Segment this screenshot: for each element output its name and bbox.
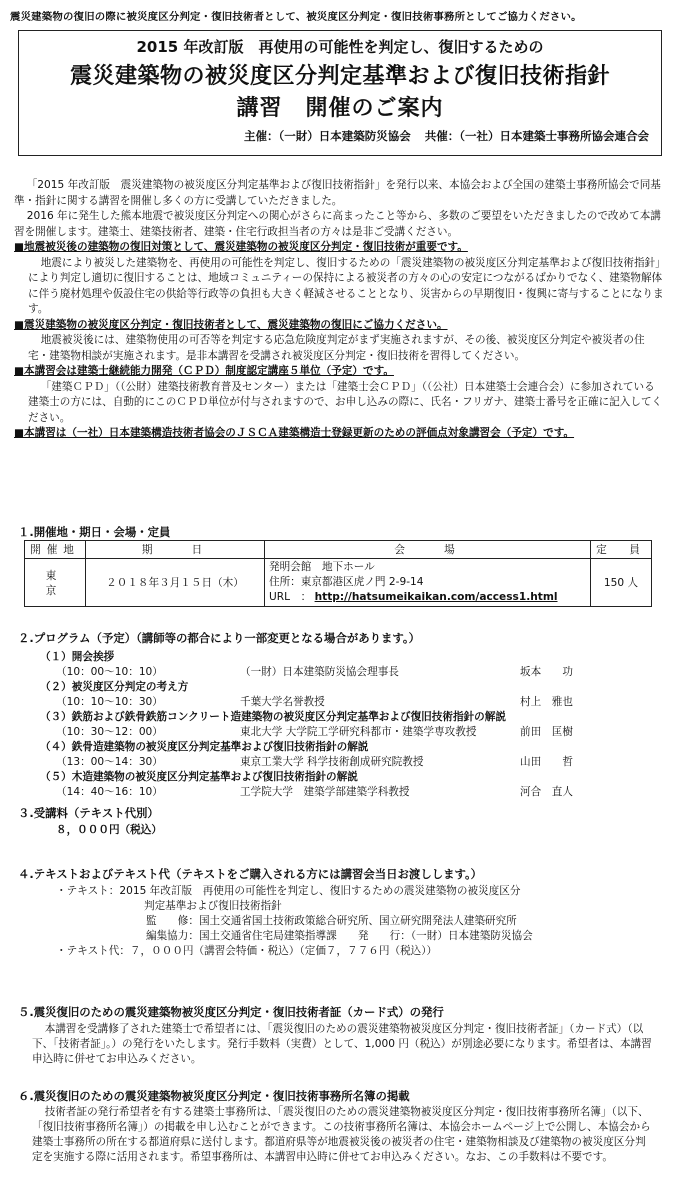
text-title-cont: 判定基準および復旧技術指針 (144, 900, 282, 912)
venue-url-link[interactable]: http://hatsumeikaikan.com/access1.html (314, 591, 558, 603)
program-time: （14：40〜16：10） (56, 786, 163, 798)
program-item-label: （２）被災度区分判定の考え方 (40, 681, 189, 693)
program-org: 東京工業大学 科学技術創成研究院教授 (240, 756, 424, 768)
program-org: 東北大学 大学院工学研究科都市・建築学専攻教授 (240, 726, 477, 738)
program-time: （10：30〜12：00） (56, 726, 163, 738)
intro-heading-3: ■本講習会は建築士継続能力開発（ＣＰＤ）制度認定講座５単位（予定）です。 (14, 365, 394, 377)
program-item-label: （３）鉄筋および鉄骨鉄筋コンクリート造建築物の被災度区分判定基準および復旧技術指針の解説 (40, 711, 506, 723)
header-city: 開催地 (25, 541, 86, 559)
program-row (40, 755, 660, 770)
subtitle: 講習 開催のご案内 (236, 96, 444, 121)
program-row (40, 785, 660, 800)
cell-capacity: 150 人 (591, 559, 652, 607)
section-4-title: ４.テキストおよびテキスト代（テキストをご購入される方には講習会当日お渡しします。） (18, 867, 483, 881)
text-price: ・テキスト代：７，０００円（講習会特価・税込）（定価７，７７６円（税込）） (56, 945, 438, 957)
program-row (40, 695, 660, 710)
program-speaker: 坂本 功 (520, 666, 573, 678)
intro-body-2: 地震被災後には、建築物使用の可否等を判定する応急危険度判定がまず実施されますが、その後、被災度区分判定や被災者の住宅・建築物相談が実施されます。是非本講習を受講され被災度区分判定・復旧技術を習得してください。 (28, 334, 645, 362)
program-time: （10：00〜10：10） (56, 666, 163, 678)
section-2-title: ２.プログラム（予定）（講師等の都合により一部変更となる場合があります。） (18, 631, 420, 645)
intro-body-1: 地震により被災した建築物を、再使用の可能性を判定し、復旧するための「震災建築物の被災度区分判定基準および復旧技術指針」により判定し適切に復旧することは、地域コミュニティーの保持による被災者の方々の心の安定につながるばかりでなく、建築物解体に伴う廃材処理や仮設住宅の供給等行政等の負担も大きく軽減させることとなり、災害からの早期復旧・復興に寄与することになります。 (28, 256, 664, 315)
program-time: （13：00〜14：30） (56, 756, 163, 768)
intro-heading-4: ■本講習は（一社）日本建築構造技術者協会のＪＳＣＡ建築構造士登録更新のための評価点対象講習会（予定）です。 (14, 427, 575, 439)
header-venue: 会 場 (265, 541, 591, 559)
program-speaker: 村上 雅也 (520, 696, 573, 708)
url-label: URL ： (269, 591, 312, 603)
main-title: 震災建築物の被災度区分判定基準および復旧技術指針 (69, 64, 610, 89)
cell-date: ２０１８年３月１５日（木） (86, 559, 265, 607)
section-5-title: ５.震災復旧のための震災建築物被災度区分判定・復旧技術者証（カード式）の発行 (18, 1005, 444, 1019)
intro (14, 178, 664, 442)
section-3-title: ３.受講料（テキスト代別） (18, 806, 159, 820)
venue-table (24, 540, 652, 607)
program-item-label: （１）開会挨拶 (40, 651, 115, 663)
venue-name: 発明会館 地下ホール (269, 561, 375, 573)
program-speaker: 前田 匡樹 (520, 726, 573, 738)
fee: ８，０００円（税込） (56, 824, 162, 836)
venue-address: 住所：東京都港区虎ノ門 2-9-14 (269, 576, 424, 588)
program-item-label: （５）木造建築物の被災度区分判定基準および復旧技術指針の解説 (40, 771, 358, 783)
program-list (40, 650, 660, 800)
venue-url-line (269, 590, 586, 605)
co-organizer: 共催：（一社）日本建築士事務所協会連合会 (424, 129, 649, 143)
text-title: ・テキスト：2015 年改訂版 再使用の可能性を判定し、復旧するための震災建築物の被災度区分 (56, 885, 521, 897)
program-item-label: （４）鉄骨造建築物の被災度区分判定基準および復旧技術指針の解説 (40, 741, 369, 753)
header-capacity: 定 員 (591, 541, 652, 559)
program-time: （10：10〜10：30） (56, 696, 163, 708)
text-editing: 編集協力：国土交通省住宅局建築指導課 発 行：（一財）日本建築防災協会 (146, 930, 533, 942)
program-org: 工学院大学 建築学部建築学科教授 (240, 786, 410, 798)
program-speaker: 山田 哲 (520, 756, 573, 768)
header-date: 期 日 (86, 541, 265, 559)
section-6-body: 技術者証の発行希望者を有する建築士事務所は、「震災復旧のための震災建築物被災度区分判定・復旧技術事務所名簿」（以下、「復旧技術事務所名簿」）の掲載を申し込むことができます。この技術事務所名簿は、本協会ホームページ上で公開し、本協会から建築士事務所の所在する都道府県に送付します。都道府県等が地震被災後の被災者の住宅・建築物相談及び建築物の被災度区分判定を実施する際に活用されます。希望事務所は、本講習申込時に併せてお申込みください。なお、この手数料は不要です。 (32, 1106, 651, 1163)
section-1-title: １.開催地・期日・会場・定員 (18, 525, 171, 539)
table-row (25, 559, 652, 607)
top-notice: 震災建築物の復旧の際に被災度区分判定・復旧技術者として、被災度区分判定・復旧技術事務所としてご協力ください。 (10, 11, 582, 23)
intro-body-3: 「建築ＣＰＤ」（（公財）建築技術教育普及センター）または「建築士会ＣＰＤ」（（公社）日本建築士会連合会）に参加されている建築士の方には、自動的にこのＣＰＤ単位が付与されますので、お申し込みの際に、氏名・フリガナ、建築士番号を正確に記入してください。 (28, 380, 663, 424)
section-5-body: 本講習を受講修了された建築士で希望者には、「震災復旧のための震災建築物被災度区分判定・復旧技術者証」（カード式）（以下、「技術者証」。）の発行をいたします。発行手数料（実費）として、1,000 円（税込）が別途必要になります。希望者は、本講習申込時に併せてお申込みください。 (32, 1023, 652, 1065)
table-header-row (25, 541, 652, 559)
intro-heading-2: ■震災建築物の被災度区分判定・復旧技術者として、震災建築物の復旧にご協力ください。 (14, 318, 448, 331)
program-org: （一財）日本建築防災協会理事長 (240, 666, 399, 678)
intro-heading-1: ■地震被災後の建築物の復旧対策として、震災建築物の被災度区分判定・復旧技術が重要です。 (14, 241, 468, 253)
text-info (56, 884, 656, 959)
program-speaker: 河合 直人 (520, 786, 573, 798)
cell-venue (265, 559, 591, 607)
program-org: 千葉大学名誉教授 (240, 696, 325, 708)
text-supervision: 監 修：国土交通省国土技術政策総合研究所、国立研究開発法人建築研究所 (146, 915, 517, 927)
cell-city: 東 京 (25, 559, 86, 607)
title-line1: 2015 年改訂版 再使用の可能性を判定し、復旧するための (136, 38, 544, 56)
organizers (234, 128, 649, 144)
organizer: 主催：（一財）日本建築防災協会 (243, 129, 411, 143)
title-box (18, 30, 662, 156)
section-6-title: ６.震災復旧のための震災建築物被災度区分判定・復旧技術事務所名簿の掲載 (18, 1089, 410, 1103)
program-row (40, 725, 660, 740)
program-row (40, 665, 660, 680)
intro-p1: 「2015 年改訂版 震災建築物の被災度区分判定基準および復旧技術指針」を発行以来、本協会および全国の建築士事務所協会で同基準・指針に関する講習を開催し多くの方に受講していただきました。 (14, 179, 661, 207)
intro-p2: 2016 年に発生した熊本地震で被災度区分判定への関心がさらに高まったこと等から、多数のご要望をいただきましたので改めて本講習を開催します。建築士、建築技術者、建築・住宅行政担当者の方々は是非ご受講ください。 (14, 210, 661, 238)
